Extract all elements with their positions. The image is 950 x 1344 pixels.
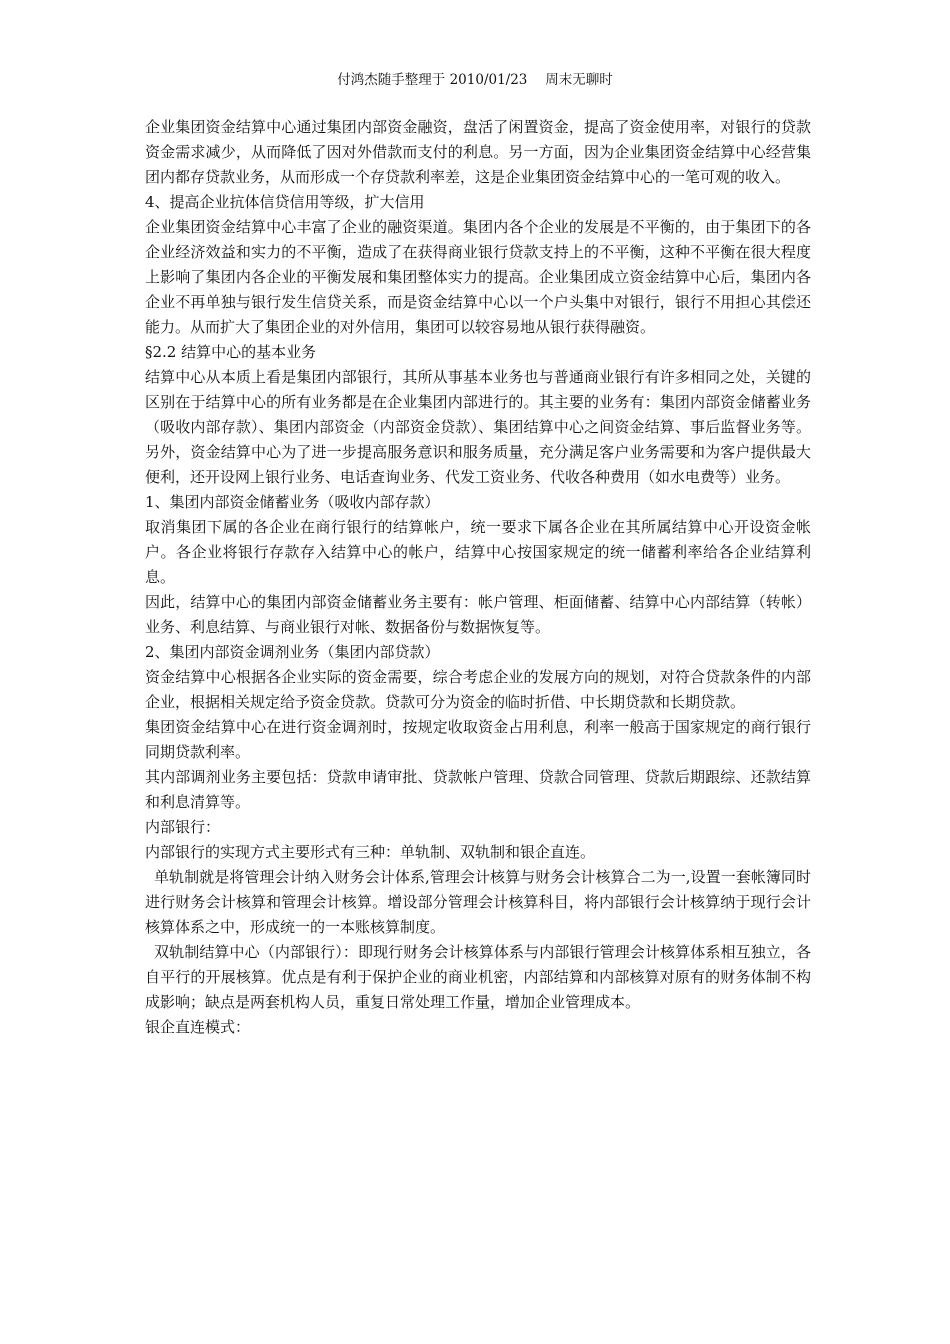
paragraph: 其内部调剂业务主要包括：贷款申请审批、贷款帐户管理、贷款合同管理、贷款后期跟综、还款结算和利息清算等。: [145, 768, 811, 811]
section-heading: §2.2 结算中心的基本业务: [145, 343, 317, 361]
paragraph: 企业集团资金结算中心丰富了企业的融资渠道。集团内各个企业的发展是不平衡的，由于集团下的各企业经济效益和实力的不平衡，造成了在获得商业银行贷款支持上的不平衡，这种不平衡在很大程度上影响了集团内各企业的平衡发展和集团整体实力的提高。企业集团成立资金结算中心后，集团内各企业不再单独与银行发生信贷关系，而是资金结算中心以一个户头集中对银行，银行不用担心其偿还能力。从而扩大了集团企业的对外信用，集团可以较容易地从银行获得融资。: [145, 218, 811, 336]
paragraph: 内部银行的实现方式主要形式有三种：单轨制、双轨制和银企直连。: [145, 843, 596, 861]
section-heading: 2、集团内部资金调剂业务（集团内部贷款）: [145, 643, 440, 661]
section-heading: 内部银行：: [145, 818, 221, 836]
paragraph: 因此，结算中心的集团内部资金储蓄业务主要有：帐户管理、柜面储蓄、结算中心内部结算（转帐）业务、利息结算、与商业银行对帐、数据备份与数据恢复等。: [145, 593, 811, 636]
document-body: [145, 115, 811, 1040]
paragraph: 双轨制结算中心（内部银行）：即现行财务会计核算体系与内部银行管理会计核算体系相互独立，各自平行的开展核算。优点是有利于保护企业的商业机密，内部结算和内部核算对原有的财务体制不构成影响；缺点是两套机构人员，重复日常处理工作量，增加企业管理成本。: [145, 943, 811, 1011]
section-heading: 4、提高企业抗体信贷信用等级，扩大信用: [145, 193, 425, 211]
paragraph: 集团资金结算中心在进行资金调剂时，按规定收取资金占用利息，利率一般高于国家规定的商行银行同期贷款利率。: [145, 718, 811, 761]
paragraph: 取消集团下属的各企业在商行银行的结算帐户，统一要求下属各企业在其所属结算中心开设资金帐户。各企业将银行存款存入结算中心的帐户，结算中心按国家规定的统一储蓄利率给各企业结算利息。: [145, 518, 811, 586]
paragraph: 企业集团资金结算中心通过集团内部资金融资，盘活了闲置资金，提高了资金使用率，对银行的贷款资金需求减少，从而降低了因对外借款而支付的利息。另一方面，因为企业集团资金结算中心经营集团内都存贷款业务，从而形成一个存贷款利率差，这是企业集团资金结算中心的一笔可观的收入。: [145, 118, 811, 186]
paragraph: 资金结算中心根据各企业实际的资金需要，综合考虑企业的发展方向的规划，对符合贷款条件的内部企业，根据相关规定给予资金贷款。贷款可分为资金的临时折借、中长期贷款和长期贷款。: [145, 668, 811, 711]
paragraph: 结算中心从本质上看是集团内部银行，其所从事基本业务也与普通商业银行有许多相同之处，关键的区别在于结算中心的所有业务都是在企业集团内部进行的。其主要的业务有：集团内部资金储蓄业务（吸收内部存款）、集团内部资金（内部资金贷款）、集团结算中心之间资金结算、事后监督业务等。另外，资金结算中心为了进一步提高服务意识和服务质量，充分满足客户业务需要和为客户提供最大便利，还开设网上银行业务、电话查询业务、代发工资业务、代收各种费用（如水电费等）业务。: [145, 368, 811, 486]
paragraph: 单轨制就是将管理会计纳入财务会计体系,管理会计核算与财务会计核算合二为一,设置一套帐簿同时进行财务会计核算和管理会计核算。增设部分管理会计核算科目，将内部银行会计核算纳于现行会计核算体系之中，形成统一的一本账核算制度。: [145, 868, 811, 936]
section-heading: 1、集团内部资金储蓄业务（吸收内部存款）: [145, 493, 440, 511]
section-heading: 银企直连模式：: [145, 1018, 251, 1036]
page-header: 付鸿杰随手整理于 2010/01/23 周末无聊时: [337, 72, 613, 88]
